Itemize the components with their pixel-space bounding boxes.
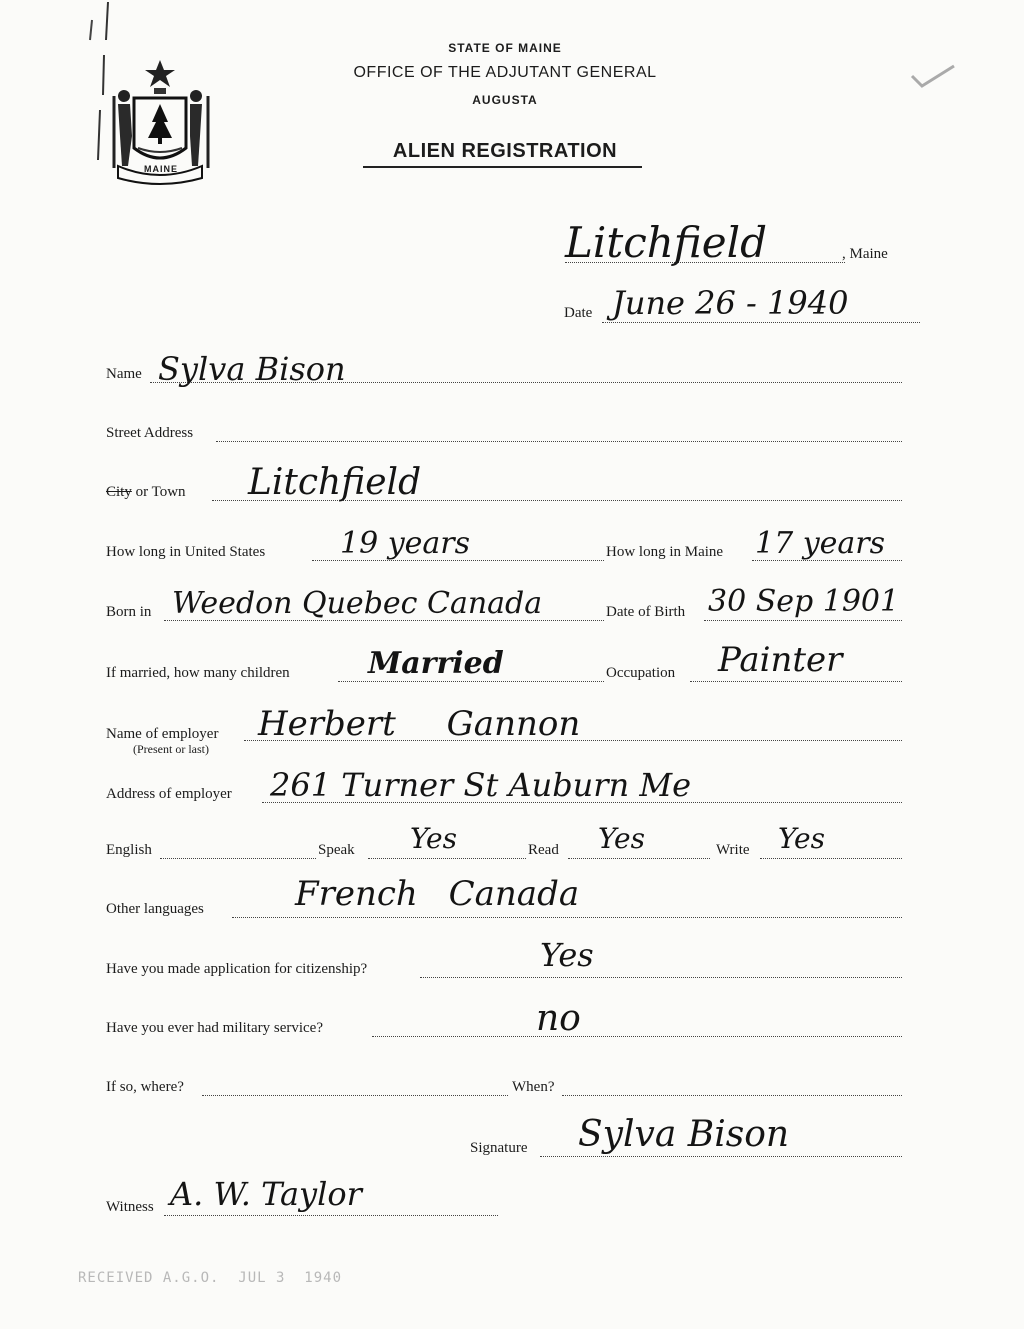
city-struck-label: City [106, 484, 132, 500]
employer-name-label: Name of employer [106, 726, 219, 742]
city-or-town-label [106, 484, 186, 501]
where-label: If so, where? [106, 1079, 184, 1095]
header-city: AUGUSTA [472, 93, 538, 107]
seal-banner-text: MAINE [144, 164, 178, 174]
citizenship-line [420, 977, 902, 978]
write-value: Yes [778, 822, 825, 855]
write-line [760, 858, 902, 859]
date-value: June 26 - 1940 [612, 284, 849, 322]
married-label: If married, how many children [106, 665, 290, 681]
speak-label: Speak [318, 842, 355, 858]
born-in-value: Weedon Quebec Canada [172, 586, 543, 621]
how-long-maine-value: 17 years [755, 526, 886, 561]
other-languages-label: Other languages [106, 901, 204, 917]
read-label: Read [528, 842, 559, 858]
witness-value: A. W. Taylor [170, 1175, 362, 1213]
witness-line [164, 1215, 498, 1216]
write-label: Write [716, 842, 750, 858]
form-title-underline [363, 166, 642, 168]
speak-value: Yes [410, 822, 457, 855]
dob-label: Date of Birth [606, 604, 686, 620]
employer-address-value: 261 Turner St Auburn Me [270, 766, 692, 804]
occupation-value: Painter [718, 640, 843, 680]
date-label: Date [564, 305, 593, 321]
how-long-maine-label: How long in Maine [606, 544, 724, 560]
military-service-value: no [536, 998, 581, 1039]
employer-name-sublabel: (Present or last) [133, 742, 209, 756]
married-line [338, 681, 604, 682]
received-stamp: RECEIVED A.G.O. JUL 3 1940 [78, 1270, 343, 1286]
name-value: Sylva Bison [158, 350, 346, 388]
town-field-value: Litchfield [248, 462, 422, 503]
street-address-label: Street Address [106, 425, 194, 441]
other-languages-value: French Canada [295, 874, 580, 914]
header-office: OFFICE OF THE ADJUTANT GENERAL [353, 64, 657, 81]
occupation-label: Occupation [606, 665, 676, 681]
header-state: STATE OF MAINE [448, 41, 562, 55]
when-line [562, 1095, 902, 1096]
employer-name-value: Herbert Gannon [258, 704, 581, 744]
how-long-us-value: 19 years [340, 526, 471, 561]
citizenship-value: Yes [540, 936, 594, 974]
military-service-label: Have you ever had military service? [106, 1020, 323, 1036]
town-header-value: Litchfield [565, 218, 767, 267]
other-languages-line [232, 917, 902, 918]
street-address-line [216, 441, 902, 442]
maine-label: , Maine [842, 246, 888, 262]
english-line [160, 858, 316, 859]
when-label: When? [512, 1079, 555, 1095]
read-line [568, 858, 710, 859]
citizenship-label: Have you made application for citizenship? [106, 961, 368, 977]
born-in-label: Born in [106, 604, 152, 620]
employer-address-label: Address of employer [106, 786, 232, 802]
city-or-label: or [131, 484, 152, 500]
occupation-line [690, 681, 902, 682]
name-label: Name [106, 366, 142, 382]
signature-value: Sylva Bison [578, 1114, 790, 1155]
dob-value: 30 Sep 1901 [708, 584, 900, 619]
signature-label: Signature [470, 1140, 528, 1156]
form-title: ALIEN REGISTRATION [392, 140, 618, 162]
check-mark-icon [908, 62, 958, 92]
how-long-us-label: How long in United States [106, 544, 266, 560]
town-label: Town [151, 484, 186, 500]
signature-line [540, 1156, 902, 1157]
date-line [602, 322, 920, 323]
read-value: Yes [598, 822, 645, 855]
where-line [202, 1095, 508, 1096]
military-service-line [372, 1036, 902, 1037]
dob-line [704, 620, 902, 621]
married-value: Married [368, 646, 504, 681]
speak-line [368, 858, 526, 859]
witness-label: Witness [106, 1199, 154, 1215]
english-label: English [106, 842, 152, 858]
